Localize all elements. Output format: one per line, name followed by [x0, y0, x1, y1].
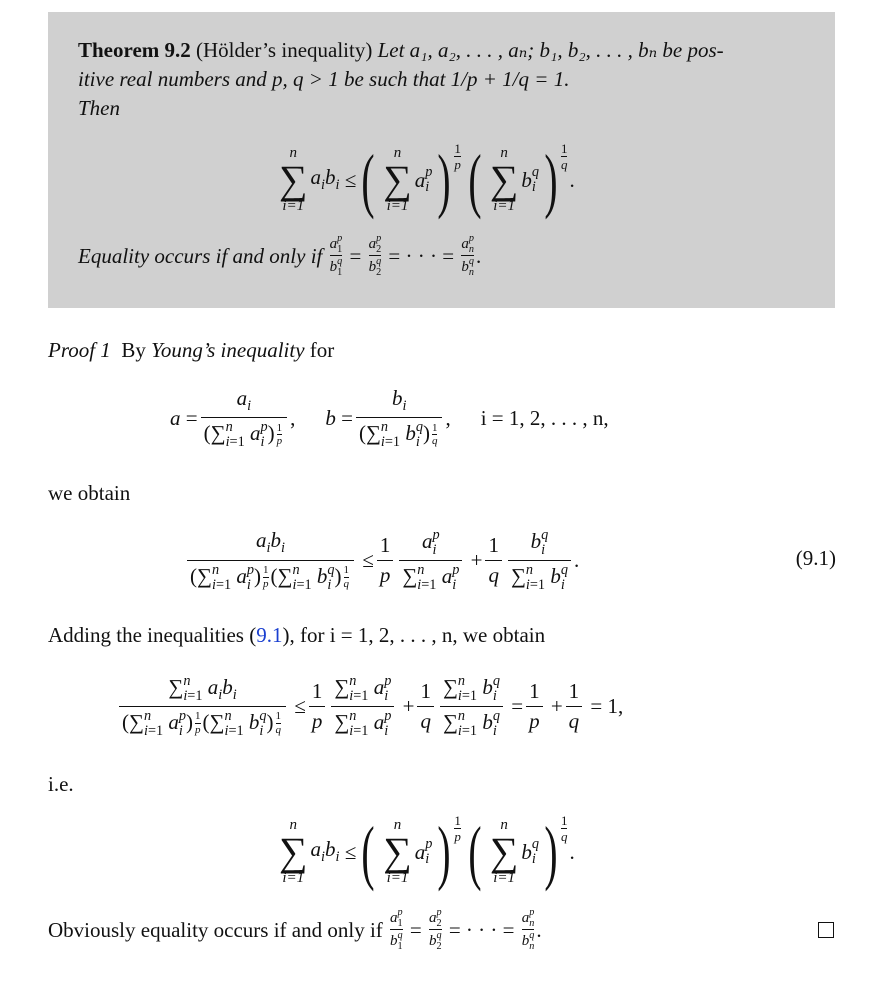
theorem-line-1: [78, 38, 724, 63]
theorem-equality-text: Equality occurs if and only if: [78, 243, 323, 268]
we-obtain-1: we obtain: [48, 481, 131, 505]
young-inequality-text: Young’s inequality: [151, 338, 305, 362]
obviously-line: Obviously equality occurs if and only if a p 1 b q 1 = a p 2 b q 2 = · · · = a p n b q n .: [48, 907, 542, 953]
adding-post: ), for i = 1, 2, . . . , n, we obtain: [282, 623, 546, 647]
theorem-statement-1: Let a₁, a₂, . . . , aₙ; b₁, b₂, . . . , bₙ be pos-: [377, 38, 724, 62]
qed-box-icon: [818, 922, 834, 938]
proof-intro: [48, 338, 334, 363]
theorem-statement-3: Then: [78, 96, 120, 120]
equation-9-1: $a_ib_i$ (∑ n i=1 a p i ) $\frac{1}{p}$ (∑ n i=1 b q i ) $\frac{1}{q}$ ≤ $\frac{1}{p}$ a p i ∑ n i=1 a p i + $\frac{1}{q}$ b q i ∑ n i=1 b q i .: [184, 528, 579, 593]
adding-pre: Adding the inequalities (: [48, 623, 257, 647]
holder-inequality-display: n ∑ i=1 $a_ib_i$ ≤ ( n ∑ i=1 a p i ) $\frac{1}{p}$ ( n ∑ i=1 b q i ) $\frac{1}{q}$ .: [279, 139, 575, 220]
theorem-name: (Hölder’s inequality): [196, 38, 373, 62]
adding-line: [48, 623, 545, 648]
proof-by: By: [121, 338, 146, 362]
ie-text: i.e.: [48, 772, 74, 796]
proof-for: for: [309, 338, 335, 362]
theorem-line-2: [78, 67, 569, 92]
equation-number: (9.1): [795, 546, 836, 570]
theorem-box: [48, 12, 835, 308]
theorem-statement-2: itive real numbers and p, q > 1 be such that 1/p + 1/q = 1.: [78, 67, 570, 91]
proof-label: Proof 1: [48, 338, 111, 362]
equation-ref-link[interactable]: 9.1: [256, 623, 283, 647]
theorem-label: Theorem 9.2: [78, 38, 191, 62]
index-range: i = 1, 2, . . . , n,: [480, 405, 609, 430]
summed-inequality: ∑ n i=1 $a_ib_i$ (∑ n i=1 a p i ) $\frac{1}{p}$ (∑ n i=1 b q i ) $\frac{1}{q}$ ≤ $\frac{1}{p}$ ∑ n i=1 a p i ∑ n i=1 a p i + $\frac{1}{q}$ ∑ n i=1 b q i ∑ n i=1 b q i = $\frac{1}{p}$ + $\frac{1}{q}$ = 1,: [116, 674, 623, 739]
obviously-text: Obviously equality occurs if and only if: [48, 917, 383, 942]
substitution-display: a = $a_i$ (∑ n i=1 a p i ) $\frac{1}{p}$ , b = $b_i$ (∑ n i=1 b q i ) $\frac{1}{q}$ , i = 1, 2, . . . , n,: [170, 386, 609, 451]
theorem-equality-line: Equality occurs if and only if a p 1 b q 1 = a p 2 b q 2 = · · · = a p n b q n .: [78, 233, 482, 279]
theorem-line-3: [78, 96, 120, 121]
holder-inequality-repeat: n ∑ i=1 $a_ib_i$ ≤ ( n ∑ i=1 a p i ) $\frac{1}{p}$ ( n ∑ i=1 b q i ) $\frac{1}{q}$ .: [279, 811, 575, 892]
